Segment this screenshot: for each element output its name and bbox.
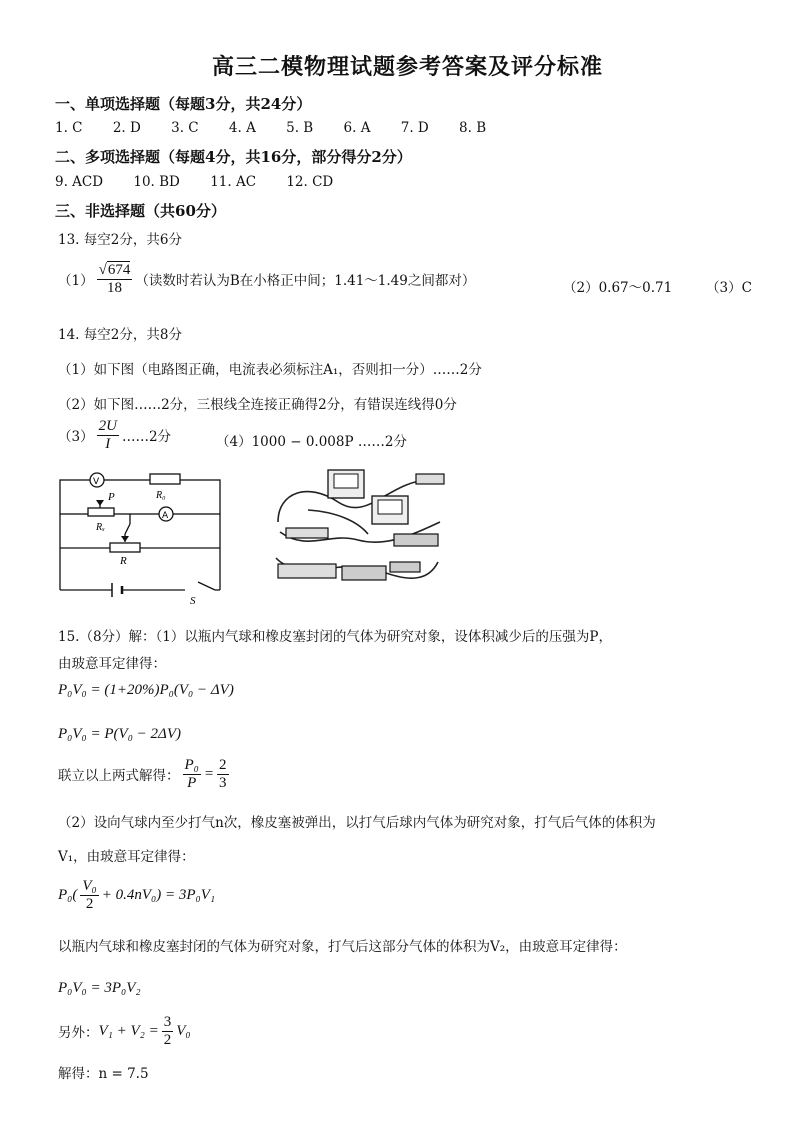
section1-answers — [55, 120, 512, 136]
q15-eq3-den: 2 — [85, 895, 94, 912]
rheostat-r — [110, 543, 140, 552]
answer-4: 4. A — [228, 120, 256, 136]
rheostat-arrow-icon — [121, 536, 129, 542]
q14-header: 14. 每空2分，共8分 — [58, 327, 182, 343]
circuit-upper-loop — [60, 480, 220, 514]
q13-part1 — [58, 262, 475, 296]
r0-resistor — [150, 474, 180, 484]
answer-7: 7. D — [400, 120, 429, 136]
answer-3: 3. C — [171, 120, 199, 136]
q15-final: 解得：n = 7.5 — [58, 1066, 149, 1082]
switch-label: S — [190, 595, 196, 606]
q15-also-label: 另外： — [58, 1025, 99, 1041]
q14-numerator: 2U — [98, 418, 117, 434]
q13-denominator: 18 — [106, 279, 122, 296]
q13-note: （读数时若认为B在小格正中间；1.41～1.49之间都对） — [135, 273, 476, 289]
q15-part2-line1: （2）设向气球内至少打气n次，橡皮塞被弹出，以打气后球内气体为研究对象，打气后气体的体积为 — [58, 815, 656, 831]
q15-eq3 — [58, 878, 215, 912]
q15-eq3-fraction — [80, 878, 98, 912]
switch-icon — [394, 534, 438, 546]
r0-label: R₀ — [156, 490, 166, 501]
q15-eq3-num: V₀ — [82, 878, 97, 894]
q15-result-right — [217, 757, 229, 791]
page-title: 高三二模物理试题参考答案及评分标准 — [212, 54, 604, 80]
q15-also-num: 3 — [163, 1014, 172, 1030]
rx-label: Rₓ — [96, 522, 105, 533]
q15-eq1: P₀V₀ = (1+20%)P₀(V₀ − ΔV) — [58, 682, 234, 698]
q14-denominator: I — [105, 435, 111, 452]
answer-2: 2. D — [112, 120, 141, 136]
voltmeter-label: V — [93, 477, 100, 487]
answer-5: 5. B — [286, 120, 314, 136]
q15-part2-line3: 以瓶内气球和橡皮塞封闭的气体为研究对象，打气后这部分气体的体积为V₂，由玻意耳定律得： — [58, 939, 627, 955]
answer-11: 11. AC — [210, 174, 257, 190]
q15-eq3-post: + 0.4nV₀) = 3P₀V₁ — [101, 886, 216, 903]
q15-eq2: P₀V₀ = P(V₀ − 2ΔV) — [58, 726, 181, 742]
rheostat-icon — [278, 564, 336, 578]
r0-box-icon — [416, 474, 444, 484]
section2-heading: 二、多项选择题（每题4分，共16分，部分得分2分） — [55, 148, 412, 166]
slider-arrow-icon — [96, 500, 104, 506]
q15-result-num-l: P₀ — [184, 757, 199, 773]
q14-fraction — [97, 418, 119, 452]
q15-result-num-r: 2 — [219, 757, 227, 773]
q15-also-pre: V₁ + V₂ = — [98, 1022, 159, 1039]
section3-heading: 三、非选择题（共60分） — [55, 202, 226, 220]
rx-slide-icon — [286, 528, 328, 538]
q14-line1: （1）如下图（电路图正确，电流表必须标注A₁，否则扣一分）……2分 — [58, 362, 482, 378]
q15-also-den: 2 — [163, 1031, 172, 1048]
q15-eq3-pre: P₀( — [58, 886, 78, 903]
q15-result: 联立以上两式解得： $\frac{\text{P₀}}{P}$ = $\frac{2}{3}$ — [58, 757, 227, 791]
q14-part4: （4）1000 − 0.008P ……2分 — [216, 434, 407, 450]
ammeter-label: A — [162, 511, 169, 521]
q13-fraction: $\frac{√674}{18}$ — [98, 262, 131, 296]
q15-result-left — [183, 757, 201, 791]
answer-8: 8. B — [459, 120, 487, 136]
answer-1: 1. C — [55, 120, 83, 136]
q13-sqrt-value: 674 — [107, 262, 131, 278]
q15-eq4: P₀V₀ = 3P₀V₂ — [58, 980, 141, 996]
section2-answers — [55, 174, 359, 190]
q15-intro1: 15.（8分）解：（1）以瓶内气球和橡皮塞封闭的气体为研究对象，设体积减少后的压强为P， — [58, 629, 612, 645]
q15-result-den-r: 3 — [219, 774, 227, 791]
q15-intro2: 由玻意耳定律得： — [58, 656, 166, 672]
q14-p3-label: （3） — [58, 429, 94, 445]
answer-10: 10. BD — [133, 174, 180, 190]
q13-part2: （2）0.67～0.71 — [563, 280, 673, 296]
circuit-diagram — [50, 464, 230, 606]
q15-also — [58, 1014, 191, 1048]
q13-part3: （3）C — [706, 280, 752, 296]
section1-heading: 一、单项选择题（每题3分，共24分） — [55, 95, 312, 113]
q15-result-den-l: P — [187, 774, 197, 791]
q15-also-post: V₀ — [176, 1022, 191, 1039]
q14-p3-score: ……2分 — [121, 429, 172, 445]
q14-line2: （2）如下图……2分，三根线全连接正确得2分，有错误连线得0分 — [58, 397, 457, 413]
answer-9: 9. ACD — [55, 174, 104, 190]
answer-12: 12. CD — [286, 174, 334, 190]
q15-part2-line2: V₁，由玻意耳定律得： — [58, 849, 195, 865]
q13-header: 13. 每空2分，共6分 — [58, 232, 182, 248]
battery-holder-icon — [390, 562, 420, 572]
rheostat-label: R — [120, 555, 127, 567]
wiring-illustration — [268, 462, 448, 602]
q15-also-fraction — [162, 1014, 174, 1048]
battery-icon — [342, 566, 386, 580]
slider-p-label: P — [108, 491, 115, 503]
q14-part3 — [58, 418, 171, 452]
rx-resistor — [88, 508, 114, 516]
answer-6: 6. A — [343, 120, 371, 136]
q13-p1-label: （1） — [58, 273, 94, 289]
q15-result-label: 联立以上两式解得： — [58, 768, 180, 784]
